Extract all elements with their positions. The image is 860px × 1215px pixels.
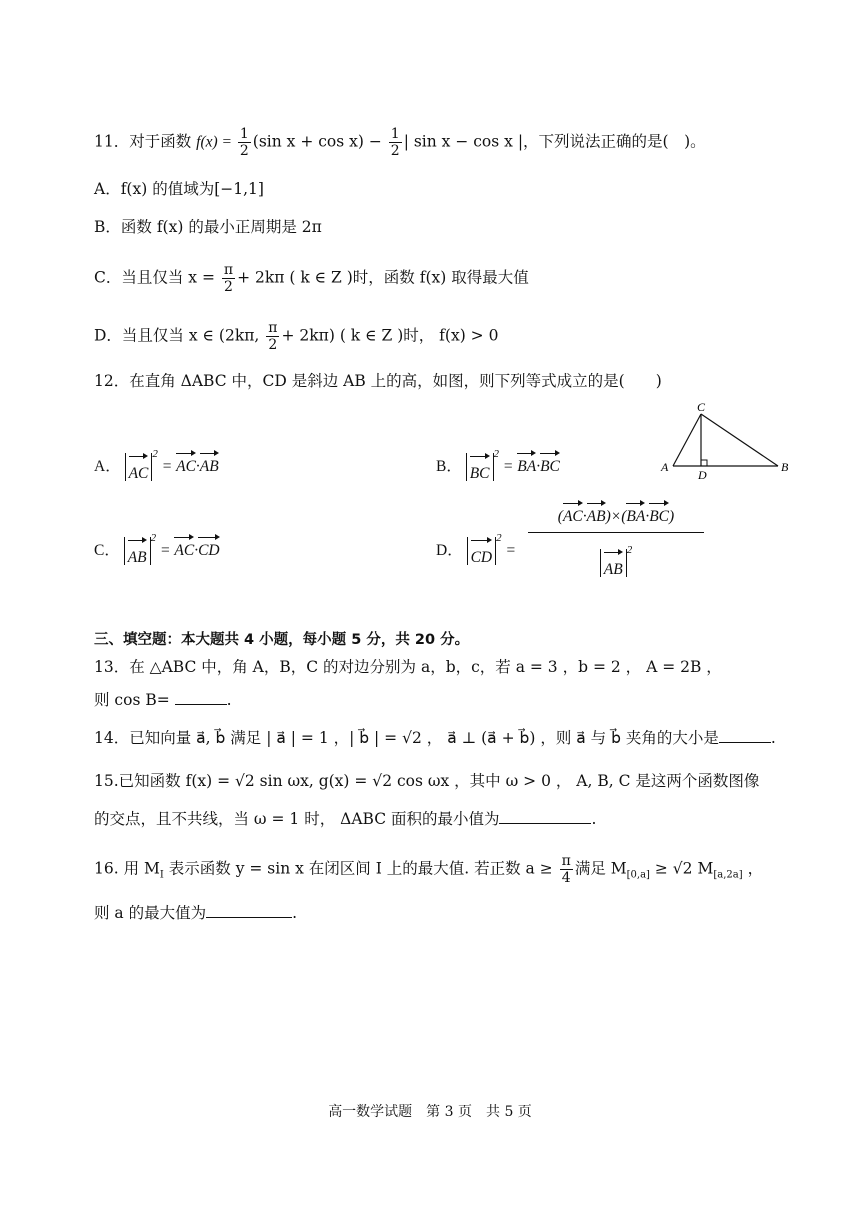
vec-bc: BC (470, 453, 490, 489)
vec-ab: AB (604, 549, 623, 585)
section-heading: 三、填空题：本大题共 4 小题，每小题 5 分，共 20 分。 (94, 632, 470, 648)
square-exp: 2 (150, 532, 157, 544)
vec-cd: CD (471, 537, 493, 573)
square-exp: 2 (152, 448, 158, 460)
vec-ab: AB (200, 450, 219, 478)
q16-line2: 则 a 的最大值为 . (94, 904, 298, 922)
q15-prefix: 的交点，且不共线，当 ω = 1 时， ΔABC 面积的最小值为 (94, 810, 500, 828)
q16-post: 满足 M (574, 859, 627, 878)
answer-blank (719, 742, 771, 743)
triangle-side-ac (673, 414, 701, 466)
q11-frac2 (389, 126, 402, 159)
q11-stem (94, 126, 706, 159)
q12-stem: 12．在直角 ΔABC 中，CD 是斜边 AB 上的高，如图，则下列等式成立的是( ) (94, 372, 662, 390)
q12-d-denominator (528, 539, 704, 577)
q11-prefix: 11．对于函数 (94, 132, 197, 151)
q11-frac2-num: 1 (390, 126, 400, 142)
q11-frac1-num: 1 (239, 126, 249, 142)
q12-option-b: B． $BC^2 = BA\cdot BC$ (436, 443, 560, 481)
q11-option-a: A．f(x) 的值域为[−1,1] (94, 180, 264, 198)
q12-d-fraction (528, 500, 704, 577)
vec-ab: AB (587, 500, 606, 528)
q11-option-c (94, 262, 529, 295)
right-angle-mark (701, 460, 707, 466)
q12-option-a: A． $AC^2 = AC\cdot AB$ (94, 443, 219, 481)
triangle-side-cb (701, 414, 778, 466)
q15-line1: 15.已知函数 f(x) = √2 sin ωx, g(x) = √2 cos ωx ，其中 ω > 0 ， A, B, C 是这两个函数图像 (94, 772, 760, 790)
vec-bc: BC (649, 500, 669, 528)
vec-ac: AC (129, 453, 149, 489)
square-exp: 2 (493, 448, 500, 460)
q11-c-num: π (223, 262, 234, 278)
q16-frac-den: 4 (561, 870, 571, 886)
q12-option-d: D． $CD^2$ = (436, 527, 516, 565)
q11-option-b: B．函数 f(x) 的最小正周期是 2π (94, 218, 322, 236)
vec-ba: BA (626, 500, 645, 528)
q11-mid2: | sin x − cos x | (403, 132, 524, 151)
q11-frac2-den: 2 (390, 143, 400, 159)
q16-frac-num: π (561, 853, 571, 869)
vec-bc: BC (540, 450, 560, 478)
q16-prefix: 则 a 的最大值为 (94, 904, 207, 922)
q13-line2: 则 cos B= . (94, 691, 232, 709)
q15-line2: 的交点，且不共线，当 ω = 1 时， ΔABC 面积的最小值为 . (94, 810, 597, 828)
q11-mid1: (sin x + cos x) − (252, 132, 387, 151)
vec-ab: AB (128, 537, 147, 573)
q16-sub1: [0,a] (626, 869, 650, 881)
q11-frac1 (238, 126, 251, 159)
q16-sub2: [a,2a] (713, 869, 743, 881)
q16-mid2: ≥ √2 M (649, 859, 714, 878)
answer-blank (206, 917, 292, 918)
q12-a-label: A． (94, 458, 121, 475)
q12-d-label: D． (436, 542, 463, 559)
q16-frac (560, 853, 573, 886)
q11-c-post: + 2kπ ( k ∈ Z )时，函数 f(x) 取得最大值 (237, 268, 529, 287)
answer-blank (175, 704, 227, 705)
q16-line1 (94, 853, 763, 887)
figure-label-d: D (698, 468, 707, 482)
q11-d-den: 2 (268, 337, 278, 353)
figure-label-b: B (781, 460, 789, 474)
q11-d-pre: D．当且仅当 x ∈ (2kπ, (94, 326, 265, 345)
q11-fx: f(x) = (196, 133, 236, 151)
q11-option-d (94, 320, 498, 353)
figure-label-a: A (661, 460, 669, 474)
q11-c-pre: C．当且仅当 x = (94, 268, 220, 287)
square-exp: 2 (496, 532, 502, 544)
q11-d-post: + 2kπ) ( k ∈ Z )时， f(x) > 0 (281, 326, 499, 345)
q12-c-label: C． (94, 542, 120, 559)
q11-d-num: π (268, 320, 278, 336)
square-exp: 2 (626, 544, 633, 556)
q13-prefix: 则 cos B= (94, 691, 175, 709)
vec-cd: CD (198, 534, 220, 562)
q11-suffix: ，下列说法正确的是( )。 (523, 132, 706, 151)
q16-sub-i: I (159, 869, 164, 881)
q11-d-frac (266, 320, 279, 353)
q11-c-den: 2 (224, 279, 233, 295)
q12-option-c: C． $AB^2 = AC\cdot CD$ (94, 527, 220, 565)
vec-ac: AC (174, 534, 194, 562)
q11-frac1-den: 2 (239, 143, 249, 159)
q14-line: 14．已知向量 a⃗, b⃗ 满足 | a⃗ | = 1 ，| b⃗ | = √2 ， a⃗ ⊥ (a⃗ + b⃗) ，则 a⃗ 与 b⃗ 夹角的大小是 . (94, 729, 776, 747)
vec-ac: AC (176, 450, 196, 478)
q11-c-frac (222, 262, 235, 295)
q12-d-numerator: (AC·AB)×(BA·BC) (528, 500, 704, 533)
triangle-figure (656, 398, 796, 483)
q13-line1: 13．在 △ABC 中，角 A，B，C 的对边分别为 a，b，c，若 a = 3 ，b = 2 ， A = 2B ， (94, 658, 722, 676)
q14-text: 14．已知向量 a⃗, b⃗ 满足 | a⃗ | = 1 ，| b⃗ | = √2 ， a⃗ ⊥ (a⃗ + b⃗) ，则 a⃗ 与 b⃗ 夹角的大小是 (94, 729, 719, 747)
vec-ba: BA (517, 450, 536, 478)
figure-label-c: C (697, 400, 706, 414)
q12-b-label: B． (436, 458, 462, 475)
q16-pre: 16. 用 M (94, 859, 160, 878)
q16-end: ， (742, 859, 764, 878)
page-footer: 高一数学试题 第 3 页 共 5 页 (328, 1104, 532, 1120)
q16-mid: 表示函数 y = sin x 在闭区间 I 上的最大值. 若正数 a ≥ (163, 859, 558, 878)
answer-blank (499, 823, 591, 824)
vec-ac: AC (563, 500, 583, 528)
